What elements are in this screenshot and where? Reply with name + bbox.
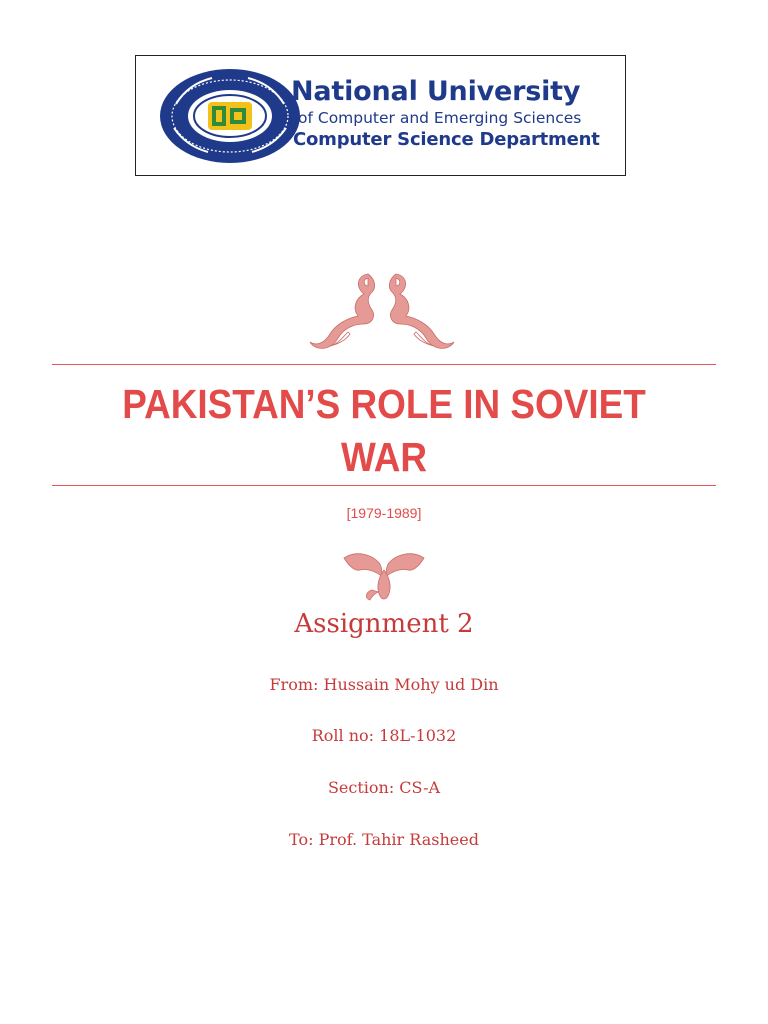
date-range: [1979-1989] [346,505,422,521]
university-seal-logo [156,66,304,166]
title-rule-bottom [52,485,716,486]
assignment-heading: Assignment 2 [294,609,474,639]
department-name: Computer Science Department [293,129,600,150]
document-title [85,378,683,484]
section-line: Section: CS-A [327,778,441,797]
university-logo-box [135,55,626,176]
recipient-line: To: Prof. Tahir Rasheed [289,830,479,849]
floral-ornament-top [308,268,456,352]
roll-number-line: Roll no: 18L-1032 [311,726,457,745]
university-name: National University [291,76,581,107]
title-line-2: WAR [340,434,428,480]
university-subtitle: of Computer and Emerging Sciences [298,109,582,127]
title-line-1: PAKISTAN’S ROLE IN SOVIET [122,381,646,427]
title-rule-top [52,364,716,365]
university-wordmark [291,76,621,152]
floral-ornament-middle [342,550,426,602]
author-line: From: Hussain Mohy ud Din [269,675,499,694]
